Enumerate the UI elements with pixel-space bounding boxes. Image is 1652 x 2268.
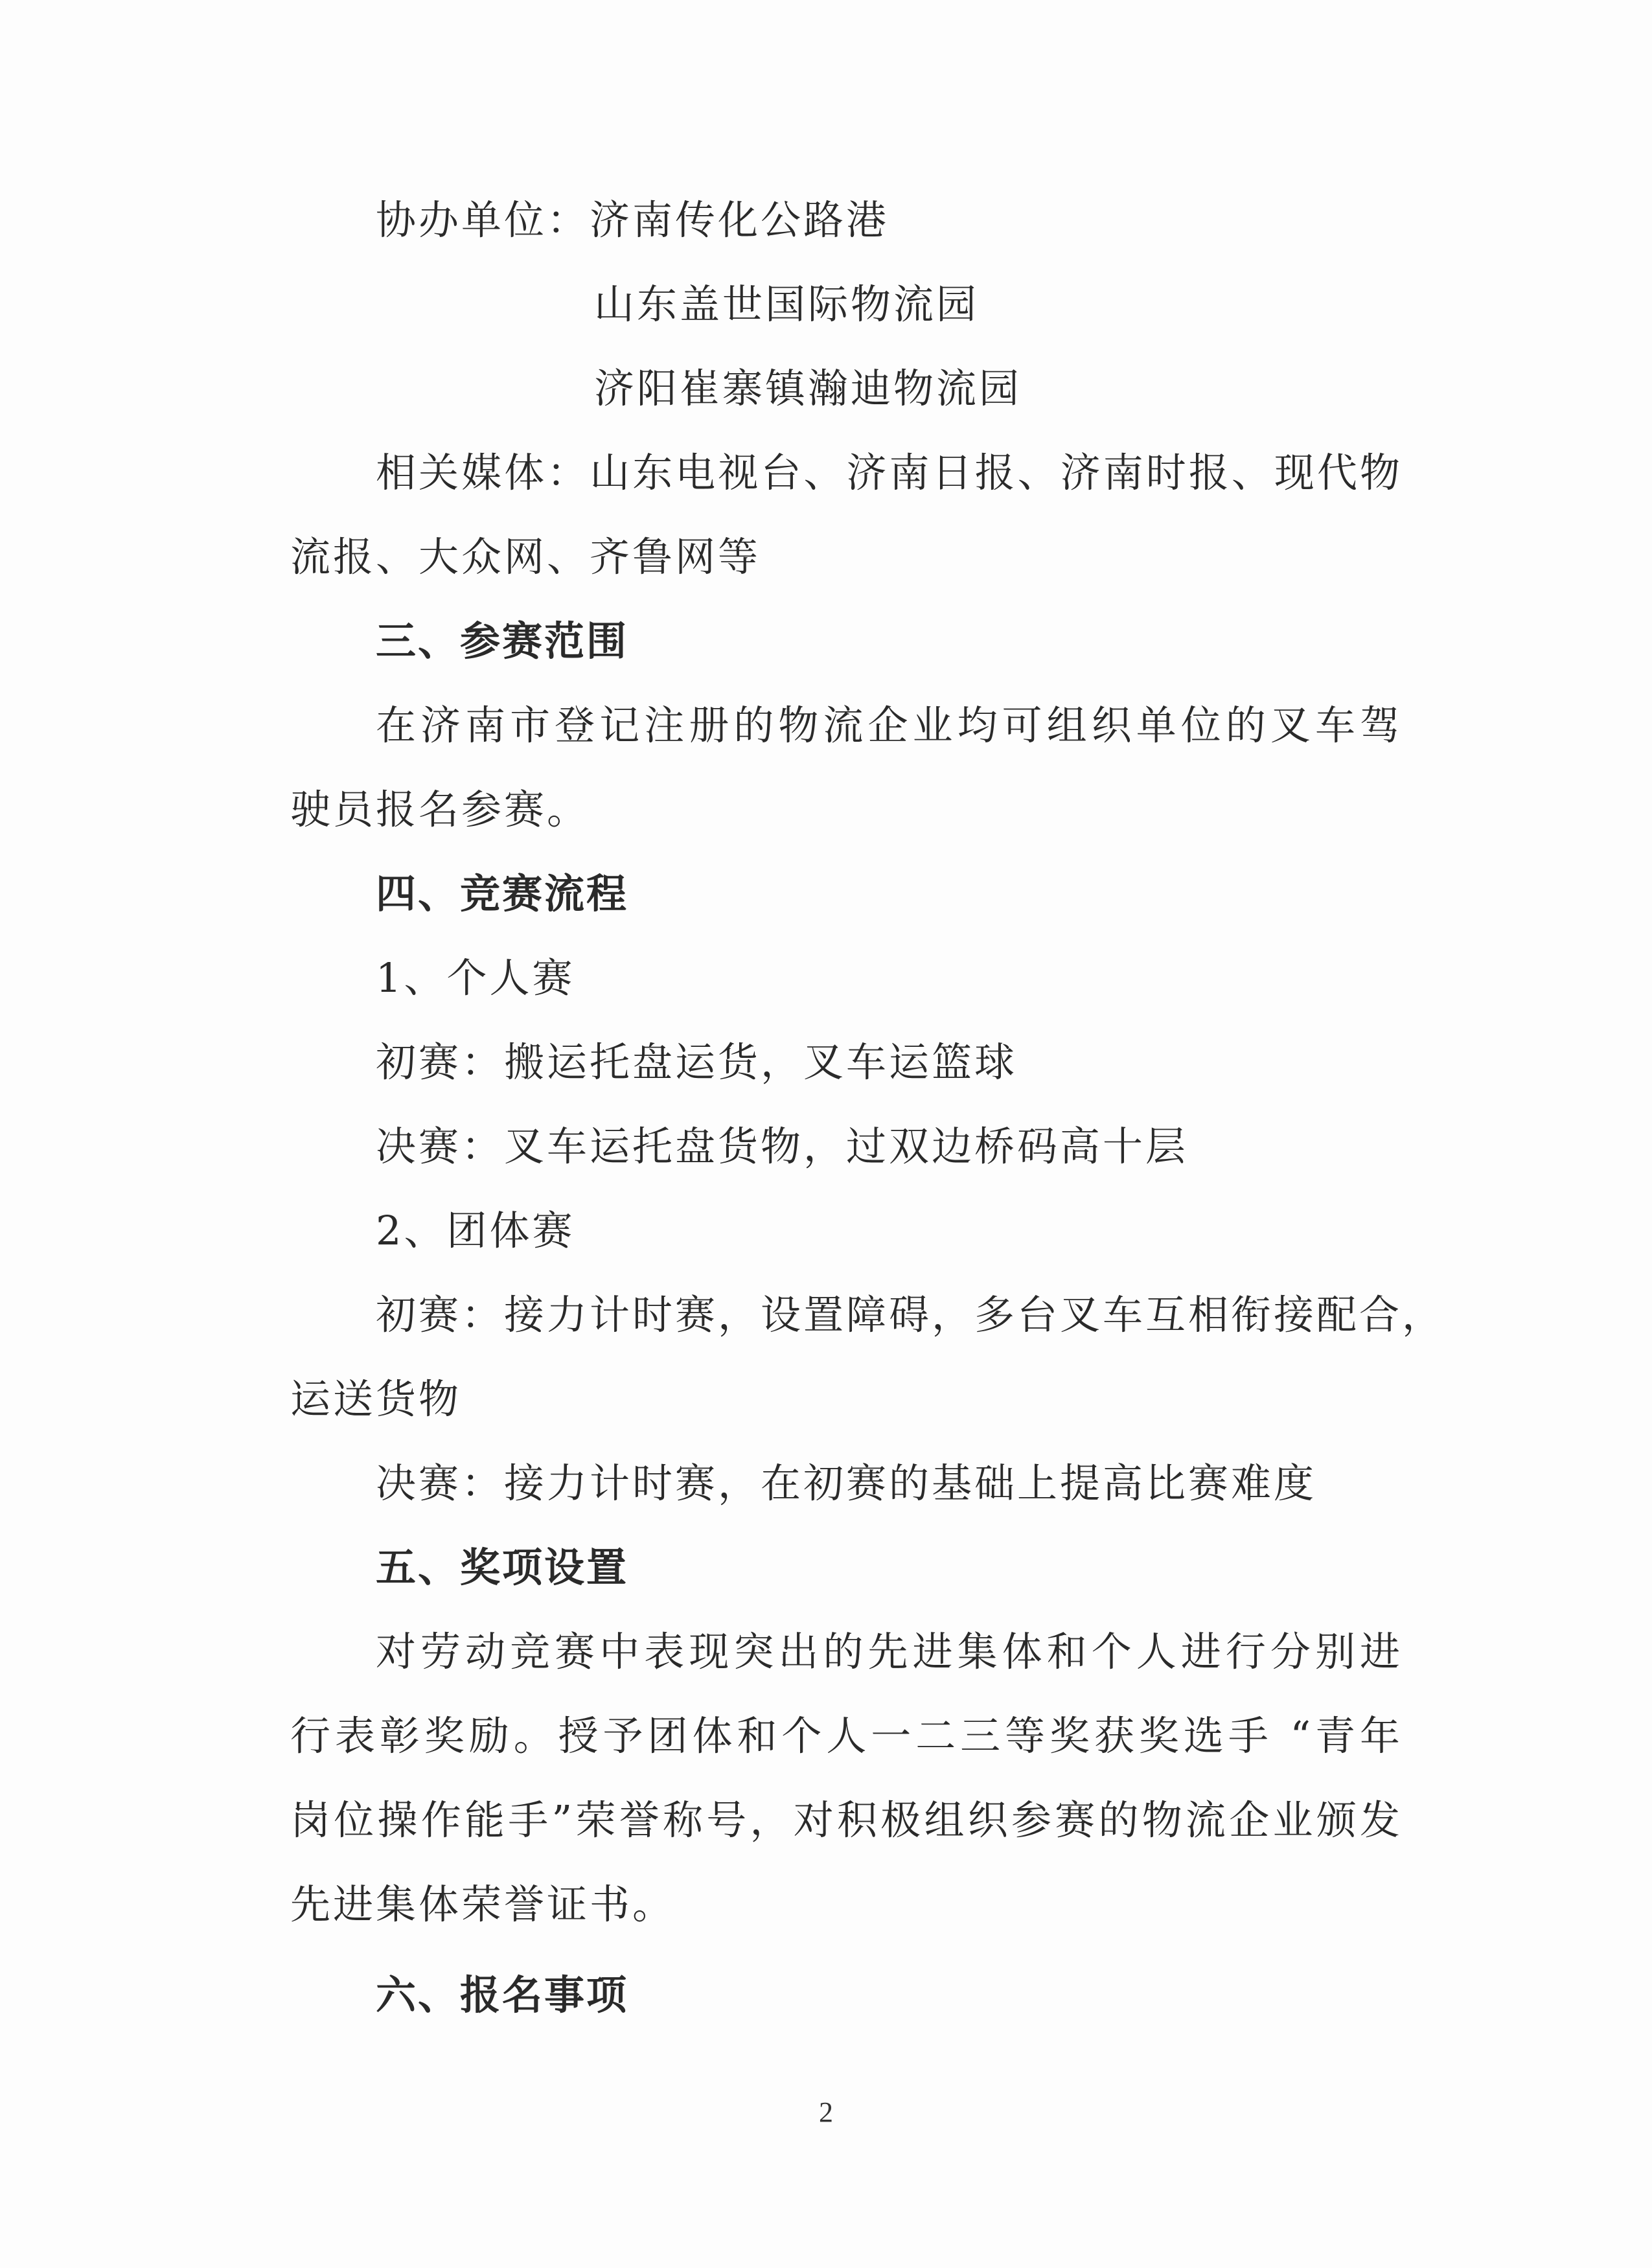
awards-paragraph-line-3: 岗位操作能手”荣誉称号，对积极组织参赛的物流企业颁发 xyxy=(290,1796,1403,1844)
section-heading-scope: 三、参赛范围 xyxy=(376,617,629,665)
awards-paragraph-line-4: 先进集体荣誉证书。 xyxy=(290,1881,676,1928)
awards-paragraph-line-1: 对劳动竞赛中表现突出的先进集体和个人进行分别进 xyxy=(376,1628,1403,1675)
co-organizer-line-2: 山东盖世国际物流园 xyxy=(594,281,980,328)
individual-final: 决赛：叉车运托盘货物，过双边桥码高十层 xyxy=(376,1123,1189,1170)
team-title: 2、团体赛 xyxy=(376,1207,575,1254)
page-number: 2 xyxy=(819,2096,833,2128)
scope-paragraph-line-2: 驶员报名参赛。 xyxy=(290,786,590,833)
team-final: 决赛：接力计时赛，在初赛的基础上提高比赛难度 xyxy=(376,1460,1317,1507)
co-organizer-line: 协办单位：济南传化公路港 xyxy=(376,196,889,244)
team-prelim-line-1: 初赛：接力计时赛，设置障碍，多台叉车互相衔接配合， xyxy=(376,1291,1445,1338)
section-heading-awards: 五、奖项设置 xyxy=(376,1544,629,1591)
individual-prelim: 初赛：搬运托盘运货，叉车运篮球 xyxy=(376,1038,1018,1086)
section-heading-process: 四、竞赛流程 xyxy=(376,870,629,917)
awards-paragraph-line-2: 行表彰奖励。授予团体和个人一二三等奖获奖选手 “青年 xyxy=(290,1712,1403,1759)
team-prelim-line-2: 运送货物 xyxy=(290,1375,462,1423)
co-organizer-line-3: 济阳崔寨镇瀚迪物流园 xyxy=(594,365,1022,412)
scope-paragraph-line-1: 在济南市登记注册的物流企业均可组织单位的叉车驾 xyxy=(376,702,1403,749)
media-line-2: 流报、大众网、齐鲁网等 xyxy=(290,533,761,580)
individual-title: 1、个人赛 xyxy=(376,954,575,1002)
section-heading-registration: 六、报名事项 xyxy=(376,1971,629,2019)
media-line: 相关媒体：山东电视台、济南日报、济南时报、现代物 xyxy=(376,449,1403,496)
